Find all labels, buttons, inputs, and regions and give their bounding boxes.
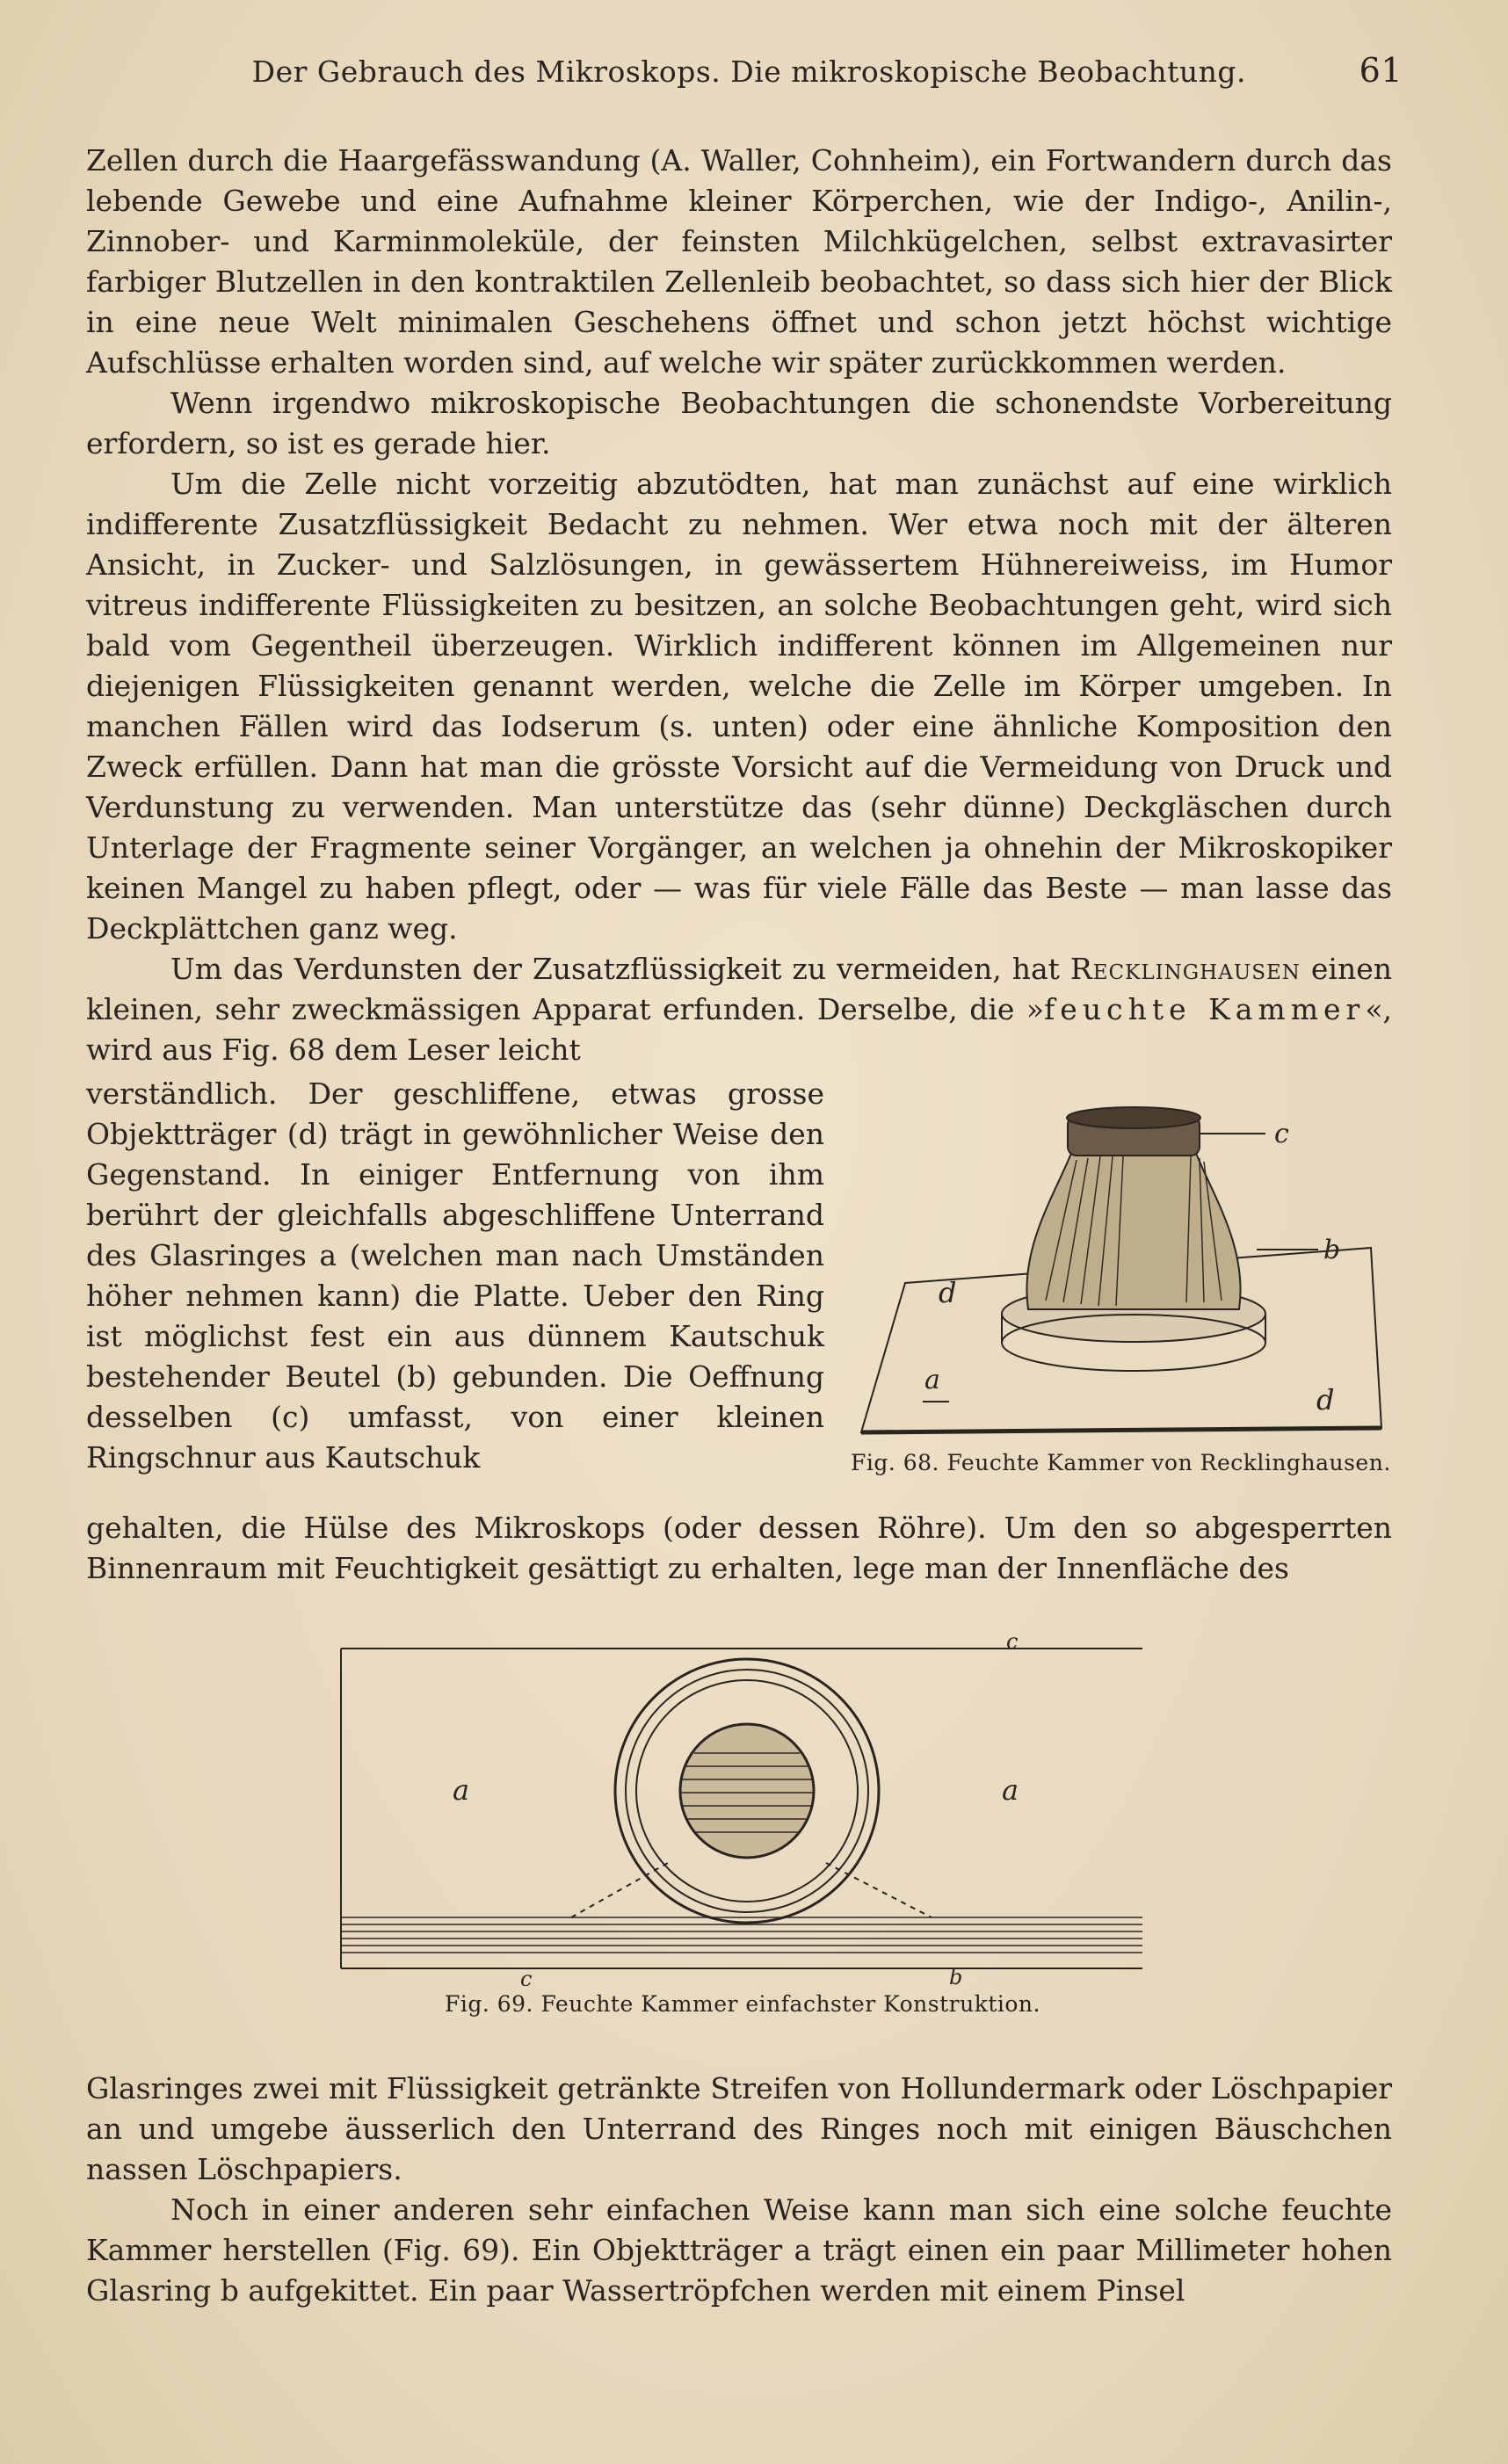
body-text-middle bbox=[86, 1508, 1392, 1589]
figure-68-title: Feuchte Kammer von Recklinghausen. bbox=[946, 1450, 1391, 1475]
paragraph: Glasringes zwei mit Flüssigkeit getränkte Streifen von Hollundermark oder Löschpapier an und umgebe äusserlich den Unterrand des Ringes noch mit einigen Bäuschchen nassen Löschpapiers. bbox=[86, 2071, 1392, 2186]
page-number: 61 bbox=[1359, 51, 1403, 90]
label-b: b bbox=[949, 1965, 963, 1986]
label-a: a bbox=[924, 1365, 940, 1395]
label-a-left: a bbox=[453, 1773, 470, 1807]
paragraph: Zellen durch die Haargefässwandung (A. Waller, Cohnheim), ein Fortwandern durch das lebende Gewebe und eine Aufnahme kleiner Körperchen, wie der Indigo-, Anilin-, Zinnober- und Karminmoleküle, der feinsten Milchkügelchen, selbst extravasirter farbiger Blutzellen in den kontraktilen Zellenleib beobachtet, so dass sich hier der Blick in eine neue Welt minimalen Geschehens öffnet und schon jetzt höchst wichtige Aufschlüsse erhalten worden sind, auf welche wir später zurückkommen werden. bbox=[86, 143, 1392, 380]
figure-69-title: Feuchte Kammer einfachster Konstruktion. bbox=[540, 1991, 1040, 2017]
body-text-bottom bbox=[86, 2069, 1392, 2311]
label-c-top: c bbox=[1006, 1634, 1019, 1654]
emphasis-term: feuchte Kammer bbox=[1044, 992, 1366, 1026]
label-c-bottom: c bbox=[520, 1967, 533, 1986]
label-a-right: a bbox=[1002, 1773, 1019, 1807]
running-head bbox=[86, 51, 1403, 95]
paragraph: Wenn irgendwo mikroskopische Beobachtungen die schonendste Vorbereitung erfordern, so ist es gerade hier. bbox=[86, 386, 1392, 460]
figure-69-caption bbox=[334, 1991, 1151, 2017]
label-d-right: d bbox=[1316, 1383, 1335, 1417]
label-b: b bbox=[1323, 1235, 1341, 1265]
author-name: Recklinghausen bbox=[1069, 952, 1301, 986]
running-head-title: Der Gebrauch des Mikroskops. Die mikroskopische Beobachtung. bbox=[251, 54, 1246, 89]
label-c: c bbox=[1274, 1119, 1289, 1149]
figure-68 bbox=[844, 1098, 1396, 1485]
paragraph: Um die Zelle nicht vorzeitig abzutödten, hat man zunächst auf eine wirklich indifferente Zusatzflüssigkeit Bedacht zu nehmen. Wer etwa noch mit der älteren Ansicht, in Zucker- und Salzlösungen, in gewässertem Hühnereiweiss, im Humor vitreus indifferente Flüssigkeiten zu besitzen, an solche Beobachtungen geht, wird sich bald vom Gegentheil überzeugen. Wirklich indifferent können im Allgemeinen nur diejenigen Flüssigkeiten genannt werden, welche die Zelle im Körper umgeben. In manchen Fällen wird das Iodserum (s. unten) oder eine ähnliche Komposition den Zweck erfüllen. Dann hat man die grösste Vorsicht auf die Vermeidung von Druck und Verdunstung zu verwenden. Man unterstütze das (sehr dünne) Deckgläschen durch Unterlage der Fragmente seiner Vorgänger, an welchen ja ohnehin der Mikroskopiker keinen Mangel zu haben pflegt, oder — was für viele Fälle das Beste — man lasse das Deckplättchen ganz weg. bbox=[86, 467, 1392, 946]
body-text-beside-figure bbox=[86, 1074, 824, 1478]
figure-69-number: Fig. 69. bbox=[444, 1991, 533, 2017]
label-d-left: d bbox=[939, 1276, 957, 1309]
figure-68-caption bbox=[851, 1450, 1396, 1475]
figure-68-number: Fig. 68. bbox=[851, 1450, 939, 1475]
figure-68-illustration bbox=[844, 1098, 1396, 1450]
figure-69-illustration bbox=[334, 1634, 1151, 1986]
paragraph: Um das Verdunsten der Zusatzflüssigkeit zu vermeiden, hat Recklinghausen einen kleinen, sehr zweckmässigen Apparat erfunden. Derselbe, die »feuchte Kammer«, wird aus Fig. 68 dem Leser leicht bbox=[86, 952, 1392, 1067]
paragraph: Noch in einer anderen sehr einfachen Weise kann man sich eine solche feuchte Kammer herstellen (Fig. 69). Ein Objektträger a trägt einen ein paar Millimeter hohen Glasring b aufgekittet. Ein paar Wassertröpfchen werden mit einem Pinsel bbox=[86, 2192, 1392, 2308]
body-text-top bbox=[86, 141, 1392, 1070]
figure-69 bbox=[334, 1634, 1151, 1986]
paragraph: verständlich. Der geschliffene, etwas grosse Objektträger (d) trägt in gewöhnlicher Weise den Gegenstand. In einiger Entfernung von ihm berührt der gleichfalls abgeschliffene Unterrand des Glasringes a (welchen man nach Umständen höher nehmen kann) die Platte. Ueber den Ring ist möglichst fest ein aus dünnem Kautschuk bestehender Beutel (b) gebunden. Die Oeffnung desselben (c) umfasst, von einer kleinen Ringschnur aus Kautschuk bbox=[86, 1076, 824, 1475]
paragraph: gehalten, die Hülse des Mikroskops (oder dessen Röhre). Um den so abgesperrten Binnenraum mit Feuchtigkeit gesättigt zu erhalten, lege man der Innenfläche des bbox=[86, 1511, 1392, 1585]
